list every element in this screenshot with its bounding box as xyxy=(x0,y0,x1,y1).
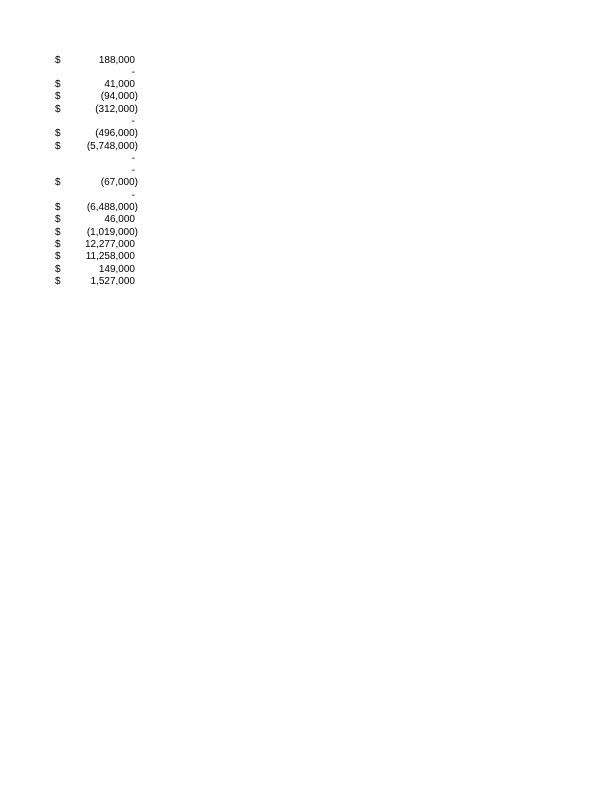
ledger-row xyxy=(55,251,145,263)
amount-value: - xyxy=(131,165,135,177)
amount-value: (67,000) xyxy=(100,177,138,189)
ledger-row xyxy=(55,276,145,288)
amount-value: 1,527,000 xyxy=(90,275,135,287)
ledger-row xyxy=(55,214,145,226)
currency-symbol: $ xyxy=(55,275,61,287)
currency-symbol: $ xyxy=(55,251,61,263)
currency-symbol: $ xyxy=(55,91,61,103)
amount-value: 41,000 xyxy=(104,79,135,91)
amount-value: 46,000 xyxy=(104,214,135,226)
ledger-row xyxy=(55,55,145,67)
ledger-row xyxy=(55,177,145,189)
amount-value: - xyxy=(131,189,135,201)
amount-value: 11,258,000 xyxy=(85,251,135,263)
currency-symbol: $ xyxy=(55,103,61,115)
ledger-row xyxy=(55,202,145,214)
amount-value: 12,277,000 xyxy=(84,238,135,250)
currency-symbol: $ xyxy=(55,226,61,238)
amount-value: (6,488,000) xyxy=(86,202,138,214)
ledger-row xyxy=(55,128,145,140)
ledger-row xyxy=(55,67,145,79)
ledger-row xyxy=(55,79,145,91)
ledger-row xyxy=(55,264,145,276)
ledger-row xyxy=(55,153,145,165)
currency-symbol: $ xyxy=(55,202,61,214)
currency-symbol: $ xyxy=(55,140,61,152)
ledger-row xyxy=(55,227,145,239)
amount-value: - xyxy=(131,66,135,78)
amount-value: (94,000) xyxy=(100,91,138,103)
currency-symbol: $ xyxy=(55,128,61,140)
amount-value: 188,000 xyxy=(98,54,135,66)
amount-column xyxy=(55,55,145,289)
ledger-row xyxy=(55,165,145,177)
amount-value: (1,019,000) xyxy=(86,226,138,238)
currency-symbol: $ xyxy=(55,54,61,66)
amount-value: (312,000) xyxy=(95,103,138,115)
amount-value: - xyxy=(131,115,135,127)
ledger-row xyxy=(55,91,145,103)
ledger-row xyxy=(55,239,145,251)
amount-value: 149,000 xyxy=(98,263,135,275)
currency-symbol: $ xyxy=(55,238,61,250)
amount-value: (496,000) xyxy=(95,128,138,140)
ledger-row xyxy=(55,190,145,202)
currency-symbol: $ xyxy=(55,177,61,189)
currency-symbol: $ xyxy=(55,263,61,275)
currency-symbol: $ xyxy=(55,79,61,91)
currency-symbol: $ xyxy=(55,214,61,226)
amount-value: (5,748,000) xyxy=(86,140,138,152)
ledger-row xyxy=(55,104,145,116)
ledger-row xyxy=(55,141,145,153)
amount-value: - xyxy=(131,152,135,164)
ledger-row xyxy=(55,116,145,128)
